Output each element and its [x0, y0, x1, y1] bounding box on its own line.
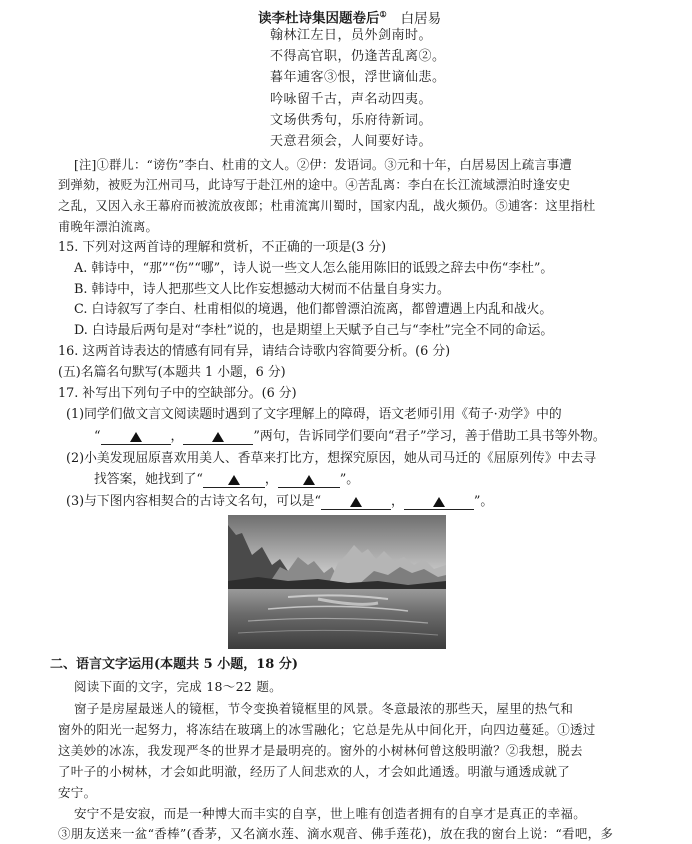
poem-line: 暮年逋客③恨，浮世谪仙悲。 [270, 70, 446, 85]
question-17-item-1-blanks [94, 429, 606, 445]
poem-note-line: 到弹劾，被贬为江州司马，此诗写于赴江州的途中。④苦乱离：李白在长江流域漂泊时逢安史 [58, 178, 571, 192]
question-15-option-d: D. 白诗最后两句是对“李杜”说的，也是期望上天赋予自己与“李杜”完全不同的命运。 [74, 323, 554, 338]
quote-open: “ [94, 429, 101, 444]
answer-blank[interactable] [203, 473, 265, 488]
question-15-option-a: A. 韩诗中，“那”“伤”“哪”，诗人说一些文人怎么能用陈旧的诋毁之辞去中伤“李杜”。 [74, 261, 554, 276]
reading-paragraph-1-line: 窗子是房屋最迷人的镜框，节令变换着镜框里的风景。冬意最浓的那些天，屋里的热气和 [74, 701, 574, 716]
poem-note-line: 之乱，又因入永王幕府而被流放夜郎；杜甫流寓川蜀时，国家内乱，战火频仍。⑤逋客：这里指杜 [58, 199, 596, 213]
reading-paragraph-1-line: 了叶子的小树林，才会如此明澈，经历了人间悲欢的人，才会如此通透。明澈与通透成就了 [58, 764, 571, 779]
item-2-lead: 找答案，她找到了“ [94, 472, 203, 487]
section-2-heading: 二、语言文字运用(本题共 5 小题，18 分) [50, 657, 299, 672]
question-17-item-2-blanks [94, 472, 359, 488]
blank-triangle-icon [130, 432, 142, 442]
poem-line: 不得高官职，仍逢苦乱离②。 [270, 49, 446, 64]
answer-blank[interactable] [183, 430, 253, 445]
question-15-option-b: B. 韩诗中，诗人把那些文人比作妄想撼动大树而不估量自身实力。 [74, 282, 450, 297]
reading-intro: 阅读下面的文字，完成 18～22 题。 [74, 679, 282, 694]
comma: ， [170, 429, 184, 444]
poem-title-footnote-mark: ① [379, 9, 387, 19]
question-15-option-c: C. 白诗叙写了李白、杜甫相似的境遇，他们都曾漂泊流离，都曾遭遇上内乱和战火。 [74, 302, 553, 317]
reading-paragraph-1-line: 窗外的阳光一起努力，将冻结在玻璃上的冰雪融化；它总是先从中间化开，向四边蔓延。①透过 [58, 722, 596, 737]
comma: ， [264, 472, 278, 487]
reading-paragraph-2-line: ③朋友送来一盆“香棒”(香茅，又名滴水莲、滴水观音、佛手莲花)，放在我的窗台上说：“看吧，多 [58, 826, 614, 841]
blank-triangle-icon [212, 432, 224, 442]
poem-line: 翰林江左日，员外剑南时。 [270, 28, 433, 43]
poem-note-line: 甫晚年漂泊流离。 [58, 220, 158, 234]
mountain-river-image [228, 515, 446, 649]
question-17-item-1: (1)同学们做文言文阅读题时遇到了文字理解上的障碍，语文老师引用《荀子·劝学》中的 [66, 407, 562, 422]
poem-title-text: 读李杜诗集因题卷后 [258, 10, 380, 27]
comma: ， [391, 494, 404, 509]
poem-line: 文场供秀句，乐府待新词。 [270, 113, 433, 128]
item-1-tail: ”两句，告诉同学们要向“君子”学习，善于借助工具书等外物。 [253, 429, 606, 444]
reading-paragraph-1-line: 这美妙的冰冻，我发现严冬的世界才是最明亮的。窗外的小树林何曾这般明澈？②我想，脱去 [58, 743, 583, 758]
answer-blank[interactable] [321, 495, 391, 510]
answer-blank[interactable] [278, 473, 340, 488]
section-5-heading: (五)名篇名句默写(本题共 1 小题，6 分) [58, 365, 286, 380]
poem-line: 天意君须会，人间要好诗。 [270, 134, 433, 149]
landscape-photo [228, 515, 446, 649]
answer-blank[interactable] [404, 495, 474, 510]
question-17-item-3 [66, 494, 493, 510]
blank-triangle-icon [350, 497, 362, 507]
answer-blank[interactable] [101, 430, 171, 445]
blank-triangle-icon [433, 497, 445, 507]
blank-triangle-icon [303, 475, 315, 485]
reading-paragraph-2-line: 安宁不是安寂，而是一种博大而丰实的自享，世上唯有创造者拥有的自享才是真正的幸福。 [74, 806, 587, 821]
question-16: 16. 这两首诗表达的情感有同有异，请结合诗歌内容简要分析。(6 分) [58, 344, 451, 359]
poem-note-line: [注]①群儿：“谤伤”李白、杜甫的文人。②伊：发语词。③元和十年，白居易因上疏言事遭 [74, 158, 572, 172]
reading-paragraph-1-line: 安宁。 [58, 785, 97, 800]
poem-line: 吟咏留千古，声名动四夷。 [270, 92, 433, 107]
item-3-lead: (3)与下图内容相契合的古诗文名句，可以是“ [66, 494, 322, 509]
item-2-tail: ”。 [339, 472, 360, 487]
blank-triangle-icon [228, 475, 240, 485]
poem-title [258, 6, 441, 27]
question-17-item-2: (2)小美发现屈原喜欢用美人、香草来打比方，想探究原因，她从司马迁的《屈原列传》中去寻 [66, 451, 597, 466]
question-17-stem: 17. 补写出下列句子中的空缺部分。(6 分) [58, 386, 297, 401]
poem-author: 白居易 [400, 10, 442, 27]
question-15-stem: 15. 下列对这两首诗的理解和赏析，不正确的一项是(3 分) [58, 240, 387, 255]
item-3-tail: ”。 [473, 494, 494, 509]
